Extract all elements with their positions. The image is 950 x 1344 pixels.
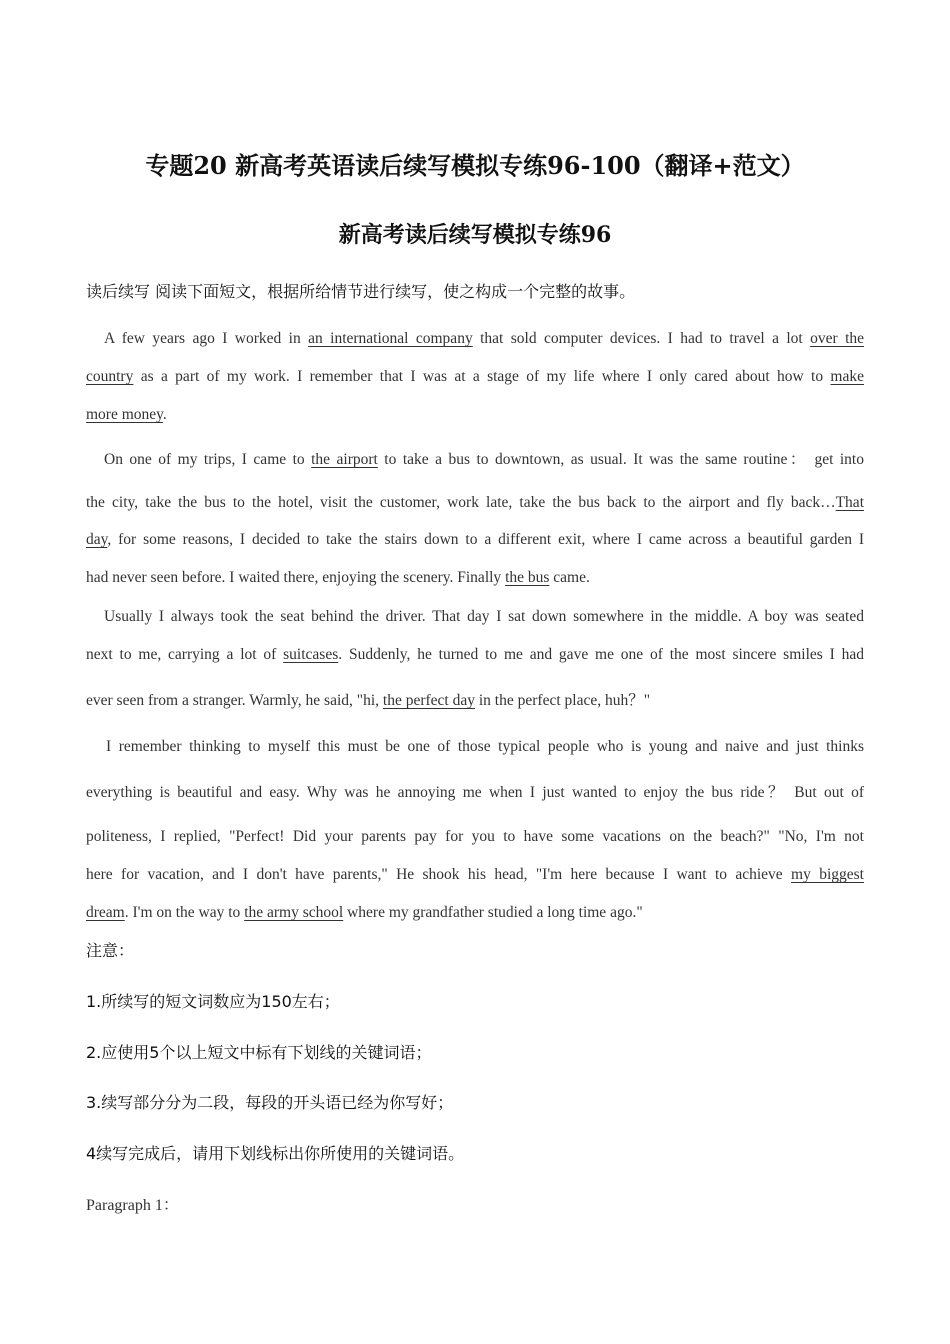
paragraph-1-label: Paragraph 1：	[86, 1197, 179, 1214]
key-phrase: an international company	[308, 330, 473, 347]
text: Usually I always took the seat behind the driver. That day I sat down somewhere in the middle. A boy was seated	[104, 608, 864, 625]
note-item: 4续写完成后，请用下划线标出你所使用的关键词语。	[86, 1144, 465, 1163]
story-paragraph-4	[86, 725, 864, 935]
key-phrase: That	[835, 494, 864, 511]
text: . I'm on the way to	[124, 904, 245, 921]
text: I remember thinking to myself this must be one of those typical people who is young and naive and just thinks	[106, 738, 864, 755]
note-item: 1.所续写的短文词数应为150左右；	[86, 992, 340, 1011]
text: to take a bus to downtown, as usual. It was the same routine： get into	[377, 451, 864, 468]
text: where my grandfather studied a long time ago."	[343, 904, 643, 921]
main-title: 专题20 新高考英语读后续写模拟专练96-100（翻译+范文）	[145, 151, 805, 180]
story-paragraph-3	[86, 598, 864, 720]
text: that sold computer devices. I had to travel a lot	[472, 330, 811, 347]
key-phrase: my biggest	[791, 866, 864, 883]
text: the city, take the bus to the hotel, visit the customer, work late, take the bus back to the airport and fly back…	[86, 494, 836, 511]
text: as a part of my work. I remember that I was at a stage of my life where I only cared about how to	[133, 368, 831, 385]
sub-title: 新高考读后续写模拟专练96	[338, 222, 612, 248]
note-item: 3.续写部分分为二段，每段的开头语已经为你写好；	[86, 1093, 454, 1112]
text: everything is beautiful and easy. Why was he annoying me when I just wanted to enjoy the bus ride？ But out of	[86, 784, 864, 801]
text: ever seen from a stranger. Warmly, he said, "hi,	[86, 692, 383, 709]
note-item: 2.应使用5个以上短文中标有下划线的关键词语；	[86, 1043, 432, 1062]
text: came.	[549, 569, 590, 586]
key-phrase: over the	[810, 330, 865, 347]
key-phrase: the army school	[244, 904, 344, 921]
key-phrase: the bus	[505, 569, 550, 586]
key-phrase: make	[830, 368, 864, 385]
instruction: 读后续写 阅读下面短文，根据所给情节进行续写，使之构成一个完整的故事。	[86, 282, 636, 301]
key-phrase: country	[86, 368, 134, 385]
text: A few years ago I worked in	[104, 330, 309, 347]
story-paragraph-1	[86, 320, 864, 434]
key-phrase: suitcases	[283, 646, 339, 663]
key-phrase: the airport	[311, 451, 378, 468]
key-phrase: the perfect day	[382, 692, 475, 709]
text: in the perfect place, huh？"	[475, 692, 651, 709]
text: next to me, carrying a lot of	[86, 646, 284, 663]
text: . Suddenly, he turned to me and gave me one of the most sincere smiles I had	[338, 646, 864, 663]
story-paragraph-2	[86, 440, 864, 598]
text: politeness, I replied, "Perfect! Did your parents pay for you to have some vacations on the beach?" "No, I'm not	[86, 828, 864, 845]
notes-heading: 注意：	[86, 941, 135, 960]
key-phrase: day	[86, 531, 108, 548]
text: , for some reasons, I decided to take the stairs down to a different exit, where I came across a beautiful garden I	[107, 531, 864, 548]
text: here for vacation, and I don't have parents," He shook his head, "I'm here because I want to achieve	[86, 866, 792, 883]
text: On one of my trips, I came to	[104, 451, 312, 468]
key-phrase: more money	[86, 406, 163, 423]
text: had never seen before. I waited there, enjoying the scenery. Finally	[86, 569, 506, 586]
text: .	[162, 406, 167, 423]
key-phrase: dream	[86, 904, 125, 921]
